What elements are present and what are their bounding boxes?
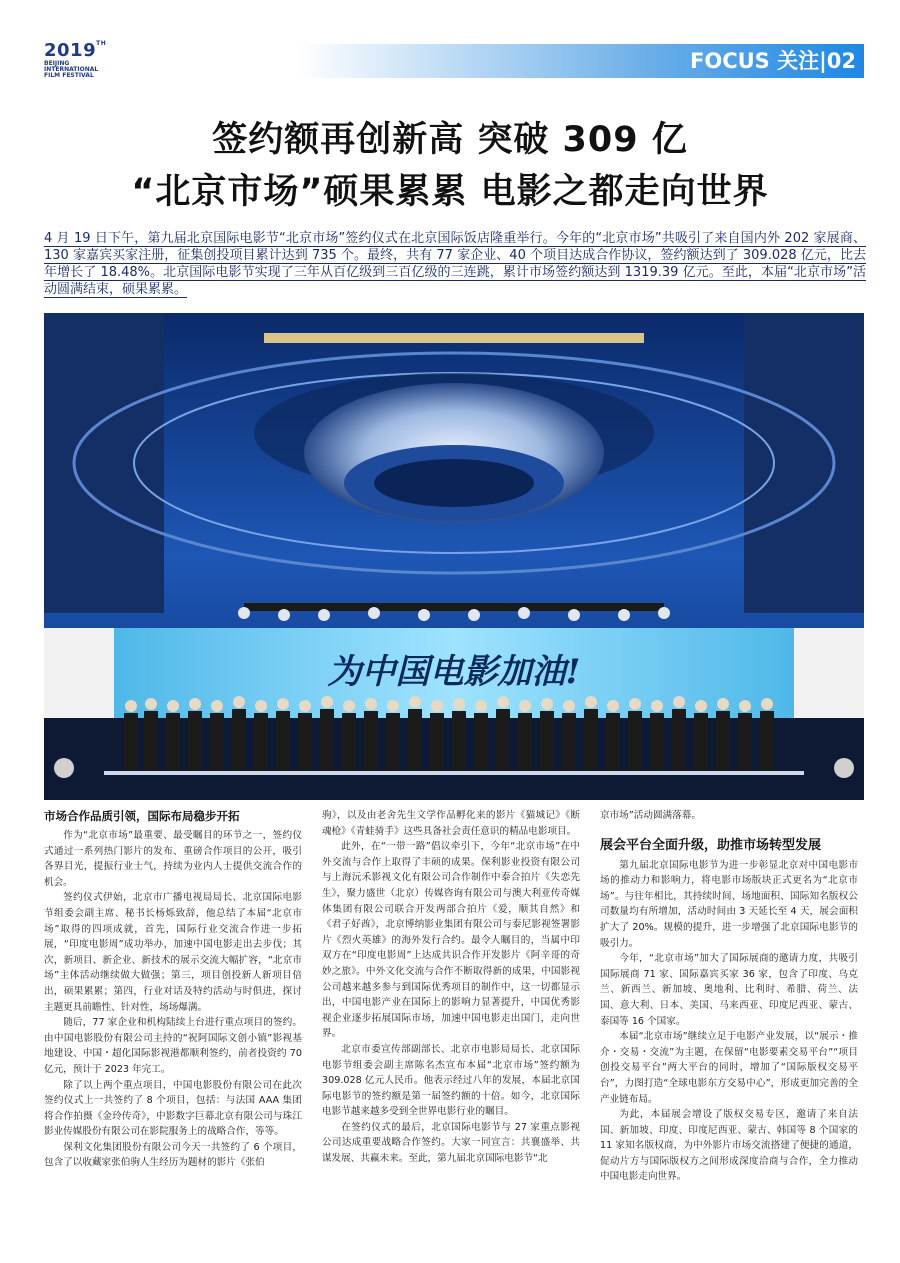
- logo-line-1: BEIJING: [44, 60, 70, 67]
- col3-paragraph-3: 本届“北京市场”继续立足于电影产业发展，以“展示・推介・交易・交流”为主题，在保留“电影要素交易平台”“项目创投交易平台”两大平台的同时，增加了“国际版权交易平台”，力图打造“全球电影东方交易中心”，形成更加完善的全产业链布局。: [600, 1031, 858, 1105]
- ceremony-photo-illustration: [44, 313, 864, 800]
- article-column-3: [600, 808, 858, 1248]
- col2-paragraph-2: 此外，在“一带一路”倡议牵引下，今年“北京市场”在中外交流与合作上取得了丰硕的成果。保利影业投资有限公司与上海沅禾影视文化有限公司合作制作中泰合拍片《失恋先生》，聚力盛世（北京）传媒咨询有限公司与澳大利亚传奇媒体集团有限公司联合开发两部合拍片《爱，顺其自然》和《君子好酋》，北京博纳影业集团有限公司与泰尼影视签署影片《烈火英雄》的海外发行合约。最令人瞩目的，当属中印双方在“印度电影周”上达成共识合作开发影片《阿辛哥的奇妙之旅》。中外文化交流与合作不断取得新的成果，中国影视公司越来越多参与到国际优秀项目的制作中，这一切都显示出，中国电影产业在国际上的影响力显著提升，中国优秀影视企业逐步拓展国际市场，加速中国电影走出国门，走向世界。: [322, 841, 580, 1040]
- col3-paragraph-4: 为此，本届展会增设了版权交易专区，邀请了来自法国、新加坡、印度、印度尼西亚、蒙古、韩国等 8 个国家的 11 家知名版权商，为中外影片市场交流搭建了便捷的通道，促动片方与国际版权方之间形成深度洽商与合作，全力推动中国电影走向世界。: [600, 1109, 858, 1183]
- photo-banner-text: 为中国电影加油!: [327, 652, 581, 692]
- lead-paragraph: [44, 230, 866, 298]
- logo-line-3: FILM FESTIVAL: [44, 72, 94, 79]
- logo-year: 2019TH: [44, 40, 107, 61]
- section-label: FOCUS 关注|02: [690, 49, 856, 73]
- ceremony-photo: [44, 313, 864, 800]
- col2-paragraph-3: 北京市委宣传部副部长、北京市电影局局长、北京国际电影节组委会副主席陈名杰宣布本届“北京市场”签约额为 309.028 亿元人民币。他表示经过八年的发展，本届北京国际电影节的签约额是第一届签约额的十倍。如今，北京国际电影节越来越多受到全世界电影行业的瞩目。: [322, 1043, 580, 1118]
- col2-paragraph-4: 在签约仪式的最后，北京国际电影节与 27 家重点影视公司达成重要战略合作签约。大家一同宣言：共襄盛举、共谋发展、共赢未来。至此，第九届北京国际电影节“北: [322, 1121, 580, 1165]
- col2-paragraph-1: 驹》，以及由老舍先生文学作品孵化来的影片《猫城记》《断魂枪》《青蛙骑手》这些具备社会责任意识的精品电影项目。: [322, 810, 580, 837]
- section-heading-2: 展会平台全面升级，助推市场转型发展: [600, 837, 822, 853]
- logo-line-2: INTERNATIONAL: [44, 66, 99, 73]
- col1-paragraph-1: 作为“北京市场”最重要、最受瞩目的环节之一，签约仪式通过一系列热门影片的发布、重磅合作项目的公开，吸引各界目光，提振行业士气，持续为业内人士提供交流合作的机会。: [44, 830, 302, 888]
- headline-line-1: 签约额再创新高 突破 309 亿: [212, 120, 688, 160]
- col1-paragraph-4: 除了以上两个重点项目，中国电影股份有限公司在此次签约仪式上一共签约了 8 个项目，包括：与法国 AAA 集团将合作拍摄《金玲传奇》，中影数字巨幕北京有限公司与珠江影业传媒股份有限公司在影院服务上的战略合作，等等。: [44, 1079, 302, 1138]
- col3-paragraph-1: 第九届北京国际电影节为进一步彰显北京对中国电影市场的推动力和影响力，将电影市场版块正式更名为“北京市场”。与往年相比，其持续时间、场地面积、国际知名版权公司数量均有所增加，活动时间由 3 天延长至 4 天，展会面积扩大了 20%。规模的提升，进一步增强了北京国际电影节的吸引力。: [600, 859, 858, 949]
- col3-paragraph-2: 今年，“北京市场”加大了国际展商的邀请力度，共吸引国际展商 71 家、国际嘉宾买家 36 家，包含了印度、乌克兰、新西兰、新加坡、奥地利、比利时、希腊、荷兰、法国、意大利、日本、美国、马来西亚、印度尼西亚、蒙古、泰国等 16 个国家。: [600, 953, 858, 1027]
- col1-paragraph-5: 保利文化集团股份有限公司今天一共签约了 6 个项目，包含了以收藏家张伯驹人生经历为题材的影片《张伯: [44, 1141, 302, 1169]
- col1-paragraph-2: 签约仪式伊始，北京市广播电视局局长、北京国际电影节组委会副主席、秘书长杨烁致辞，他总结了本届“北京市场”取得的四项成就，首先，国际行业交流合作进一步拓展，“印度电影周”成功举办，加速中国电影走出去步伐；其次，新项目、新企业、新技术的展示交流大幅扩容，“北京市场”主体活动继续做大做强；第三，项目创投新人新项目倍出，硕果累累；第四，行业对话及特约活动与时俱进，探讨主题更具前瞻性、针对性，场场爆满。: [44, 892, 302, 1013]
- article-column-2: [322, 808, 580, 1248]
- col1-paragraph-3: 随后，77 家企业和机构陆续上台进行重点项目的签约。由中国电影股份有限公司主持的“祝阿国际文创小镇”影视基地建设、中国・超化国际影视港都顺利签约，前者投资约 70 亿元，预计于 2023 年完工。: [44, 1017, 302, 1075]
- headline-line-2: “北京市场”硕果累累 电影之都走向世界: [131, 172, 769, 212]
- col3-paragraph-0: 京市场”活动圆满落幕。: [600, 810, 701, 821]
- section-heading-1: 市场合作品质引领，国际布局稳步开拓: [44, 809, 240, 823]
- festival-logo: [44, 40, 154, 80]
- article-column-1: [44, 808, 302, 1248]
- page-header: [0, 0, 900, 90]
- lead-text: 4 月 19 日下午，第九届北京国际电影节“北京市场”签约仪式在北京国际饭店隆重举行。今年的“北京市场”共吸引了来自国内外 202 家展商、130 家嘉宾买家注册，征集创投项目累计达到 735 个。最终，共有 77 家企业、40 个项目达成合作协议，签约额达到了 309.028 亿元，比去年增长了 18.48%。北京国际电影节实现了三年从百亿级到三百亿级的三连跳，累计市场签约额达到 1319.39 亿元。至此，本届“北京市场”活动圆满结束，硕果累累。: [44, 231, 866, 297]
